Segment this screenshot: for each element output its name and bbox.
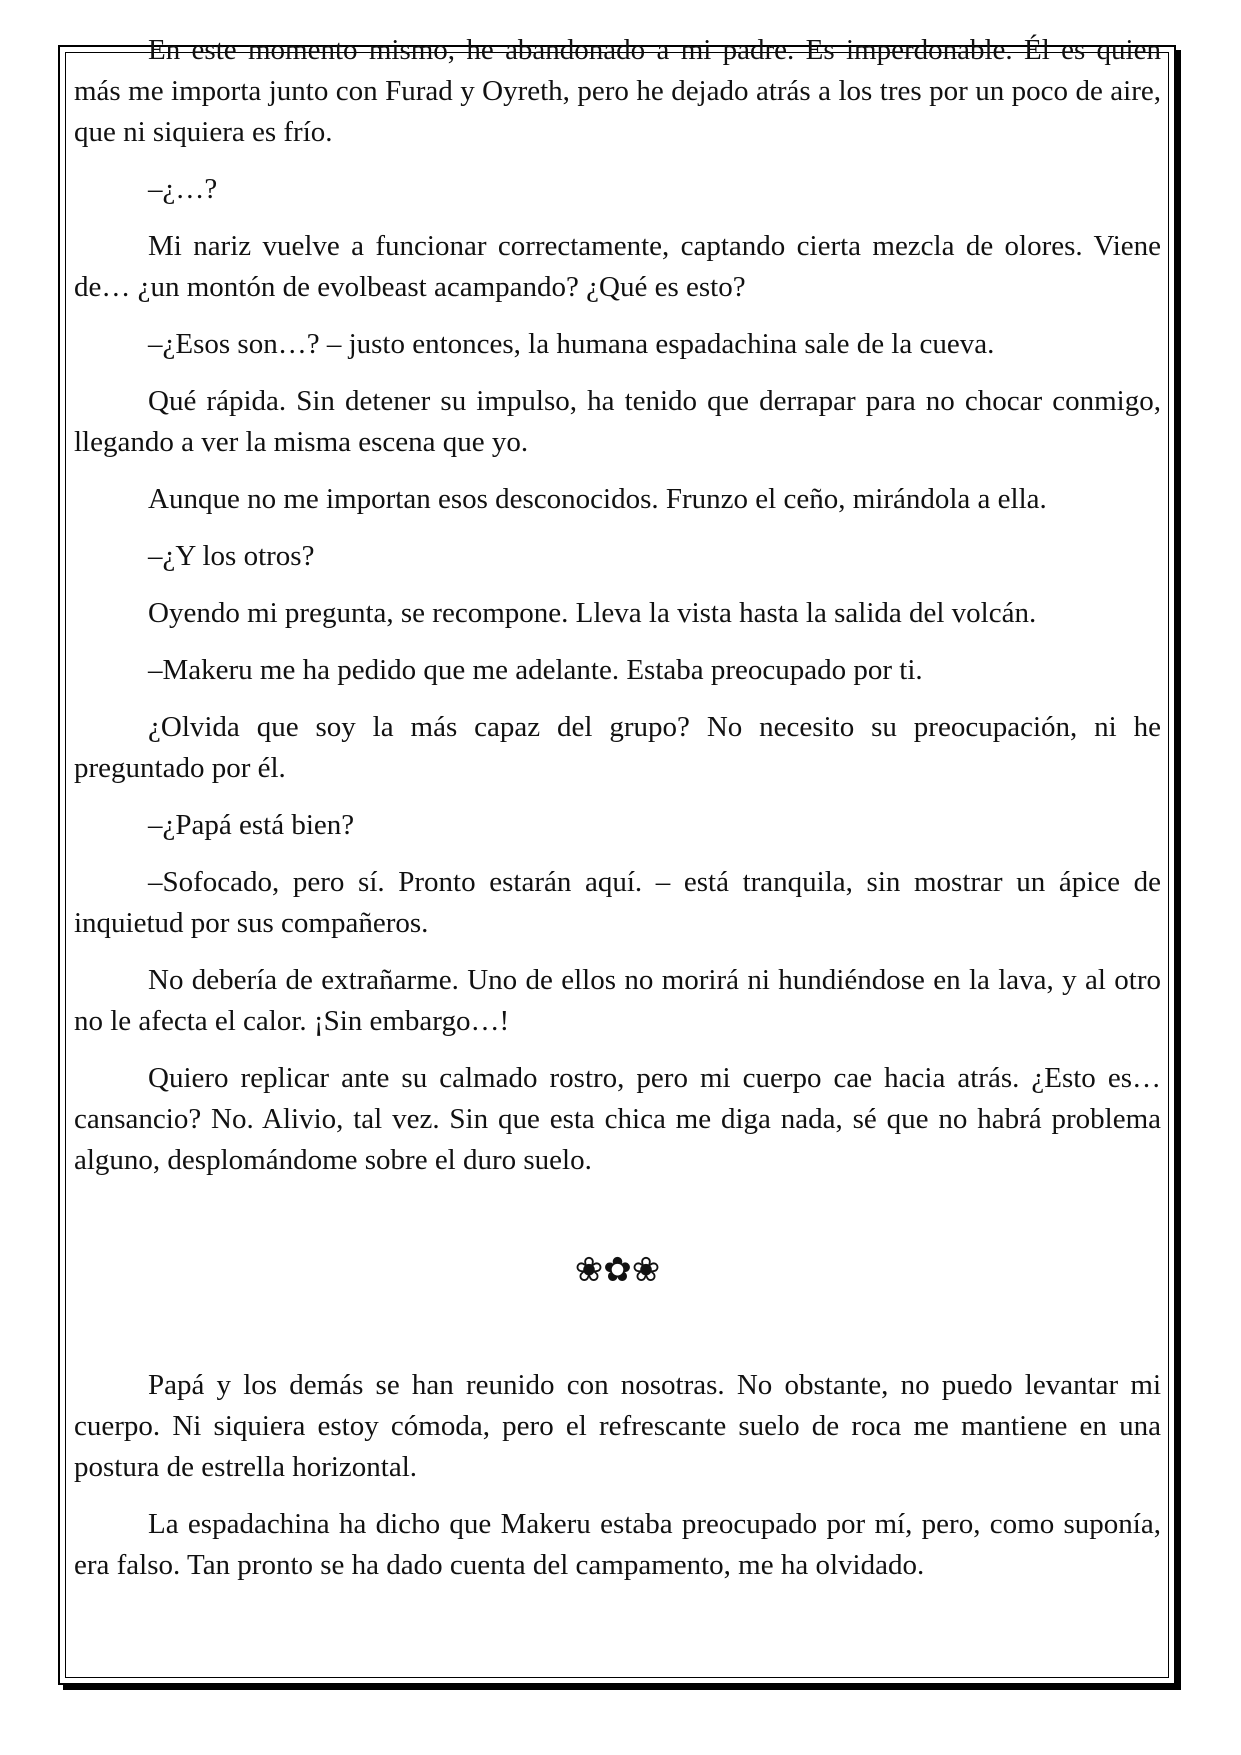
- scene-break-ornament: ❀✿❀: [574, 1252, 661, 1289]
- paragraph: –Makeru me ha pedido que me adelante. Estaba preocupado por ti.: [148, 654, 923, 686]
- paragraph: Quiero replicar ante su calmado rostro, pero mi cuerpo cae hacia atrás. ¿Esto es… cansancio? No. Alivio, tal vez. Sin que esta chica me diga nada, sé que no habrá problema alguno, desplomándome sobre el duro suelo.: [74, 1062, 1161, 1176]
- text-section-2: [74, 1365, 1161, 1602]
- paragraph: No debería de extrañarme. Uno de ellos no morirá ni hundiéndose en la lava, y al otro no le afecta el calor. ¡Sin embargo…!: [74, 964, 1161, 1037]
- text-section-1: [74, 30, 1161, 1197]
- paragraph: Aunque no me importan esos desconocidos. Frunzo el ceño, mirándola a ella.: [148, 483, 1047, 515]
- paragraph: –¿Esos son…? – justo entonces, la humana espadachina sale de la cueva.: [148, 328, 995, 360]
- paragraph: Qué rápida. Sin detener su impulso, ha tenido que derrapar para no chocar conmigo, llegando a ver la misma escena que yo.: [74, 385, 1161, 458]
- paragraph: Mi nariz vuelve a funcionar correctamente, captando cierta mezcla de olores. Viene de… ¿un montón de evolbeast acampando? ¿Qué es esto?: [74, 230, 1161, 303]
- paragraph: La espadachina ha dicho que Makeru estaba preocupado por mí, pero, como suponía, era falso. Tan pronto se ha dado cuenta del campamento, me ha olvidado.: [74, 1508, 1161, 1581]
- paragraph: En este momento mismo, he abandonado a mi padre. Es imperdonable. Él es quien más me importa junto con Furad y Oyreth, pero he dejado atrás a los tres por un poco de aire, que ni siquiera es frío.: [74, 34, 1161, 148]
- paragraph: ¿Olvida que soy la más capaz del grupo? No necesito su preocupación, ni he preguntado por él.: [74, 711, 1161, 784]
- paragraph: –¿…?: [148, 173, 218, 205]
- paragraph: –Sofocado, pero sí. Pronto estarán aquí. – está tranquila, sin mostrar un ápice de inquietud por sus compañeros.: [74, 866, 1161, 939]
- paragraph: –¿Papá está bien?: [148, 809, 355, 841]
- paragraph: –¿Y los otros?: [148, 540, 315, 572]
- paragraph: Papá y los demás se han reunido con nosotras. No obstante, no puedo levantar mi cuerpo. Ni siquiera estoy cómoda, pero el refrescante suelo de roca me mantiene en una postura de estrella horizontal.: [74, 1369, 1161, 1483]
- paragraph: Oyendo mi pregunta, se recompone. Lleva la vista hasta la salida del volcán.: [148, 597, 1037, 629]
